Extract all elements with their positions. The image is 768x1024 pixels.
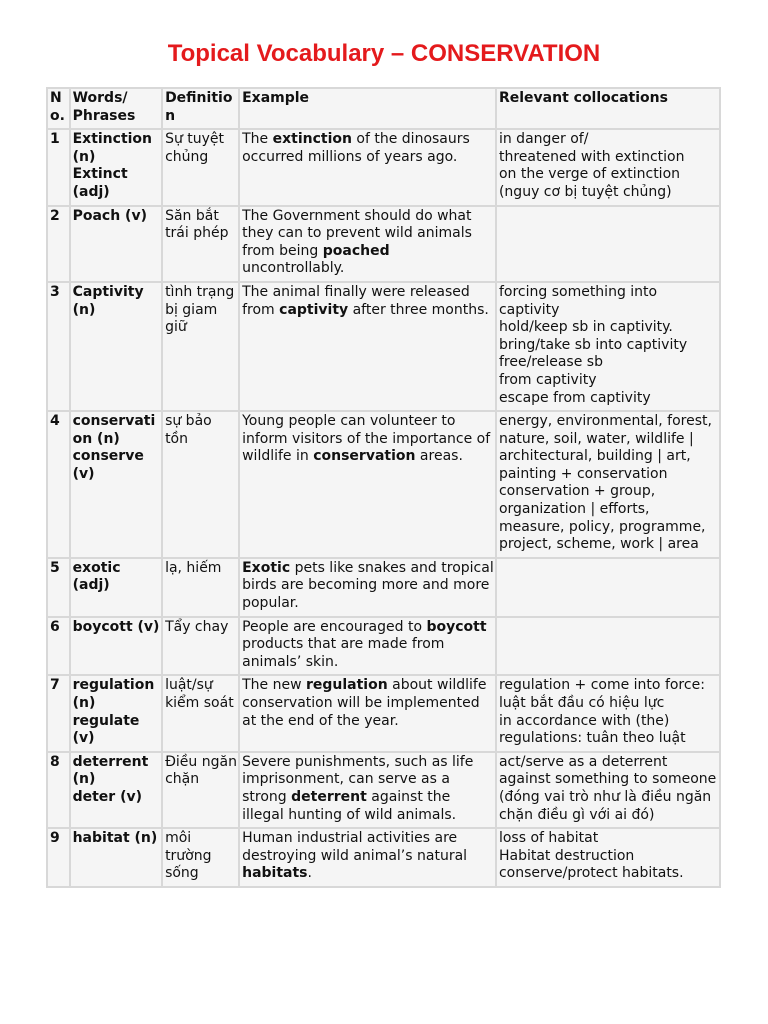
- collocations-cell: [496, 675, 720, 751]
- example-text: .: [307, 865, 312, 882]
- collocations-cell: [496, 411, 720, 558]
- definition-cell: môi trường sống: [162, 828, 239, 887]
- word-cell: [70, 675, 162, 751]
- example-text: The: [242, 131, 273, 148]
- page-title: Topical Vocabulary – CONSERVATION: [167, 40, 601, 67]
- word-cell: [70, 411, 162, 558]
- row-number: 1: [47, 129, 70, 205]
- collocations-cell: [496, 558, 720, 617]
- example-text: People are encouraged to: [242, 618, 427, 635]
- header-words: Words/ Phrases: [70, 88, 162, 129]
- table-row: [47, 411, 720, 558]
- collocation-item: free/release sb: [498, 354, 603, 371]
- collocation-item: hold/keep sb in captivity.: [498, 319, 673, 336]
- word-entry: regulate (v): [72, 712, 140, 747]
- example-keyword: captivity: [279, 301, 349, 318]
- definition-cell: Săn bắt trái phép: [162, 206, 239, 282]
- example-keyword: conservation: [313, 448, 416, 465]
- collocations-cell: [496, 828, 720, 887]
- collocation-item: bring/take sb into captivity: [498, 336, 688, 353]
- collocations-cell: [496, 617, 720, 676]
- header-example: Example: [239, 88, 496, 129]
- word-cell: [70, 752, 162, 828]
- example-cell: [239, 675, 496, 751]
- word-cell: [70, 617, 162, 676]
- word-entry: Poach (v): [72, 207, 147, 224]
- collocation-item: forcing something into captivity: [498, 283, 658, 318]
- table-row: [47, 206, 720, 282]
- row-number: 7: [47, 675, 70, 751]
- example-text: pets like snakes and tropical birds are becoming more and more popular.: [242, 559, 494, 612]
- definition-cell: Điều ngăn chặn: [162, 752, 239, 828]
- table-row: [47, 617, 720, 676]
- table-row: [47, 558, 720, 617]
- vocabulary-table: [46, 87, 721, 888]
- example-cell: [239, 617, 496, 676]
- example-text: products that are made from animals’ skin.: [242, 636, 445, 670]
- collocation-item: on the verge of extinction: [498, 166, 681, 183]
- row-number: 4: [47, 411, 70, 558]
- example-text: after three months.: [348, 301, 489, 318]
- collocation-item: in accordance with (the) regulations: tuân theo luật: [498, 712, 686, 747]
- collocation-item: (nguy cơ bị tuyệt chủng): [498, 183, 672, 200]
- example-keyword: extinction: [272, 131, 352, 148]
- word-cell: [70, 129, 162, 205]
- example-cell: [239, 558, 496, 617]
- word-entry: conserve (v): [72, 448, 144, 482]
- collocation-item: escape from captivity: [498, 389, 651, 406]
- row-number: 9: [47, 828, 70, 887]
- example-keyword: regulation: [305, 677, 388, 694]
- row-number: 6: [47, 617, 70, 676]
- word-cell: [70, 828, 162, 887]
- header-no: No.: [47, 88, 70, 129]
- collocation-item: energy, environmental, forest, nature, soil, water, wildlife | architectural, building | art, painting + conservation: [498, 413, 712, 482]
- collocation-item: act/serve as a deterrent against something to someone: [498, 753, 717, 788]
- example-cell: [239, 206, 496, 282]
- table-body: [47, 129, 720, 887]
- word-entry: boycott (v): [72, 618, 160, 635]
- collocation-item: (đóng vai trò như là điều ngăn chặn điều gì với ai đó): [498, 788, 712, 823]
- word-entry: Captivity (n): [72, 283, 144, 318]
- table-header-row: [47, 88, 720, 129]
- collocations-cell: [496, 129, 720, 205]
- example-keyword: boycott: [426, 618, 487, 635]
- collocation-item: loss of habitat: [498, 830, 599, 847]
- example-keyword: poached: [322, 242, 390, 259]
- example-text: Severe punishments, such as life imprisonment, can serve as a strong: [242, 753, 474, 805]
- word-cell: [70, 558, 162, 617]
- table-row: [47, 752, 720, 828]
- example-text: about wildlife conservation will be implemented at the end of the year.: [242, 677, 487, 729]
- example-text: areas.: [415, 448, 463, 465]
- definition-cell: Sự tuyệt chủng: [162, 129, 239, 205]
- collocation-item: Habitat destruction: [498, 847, 635, 864]
- collocation-item: from captivity: [498, 371, 597, 388]
- table-row: [47, 282, 720, 411]
- example-cell: [239, 411, 496, 558]
- example-keyword: habitats: [242, 865, 308, 882]
- collocation-item: conservation + group, organization | efforts, measure, policy, programme, project, scheme, work | area: [498, 483, 706, 553]
- example-text: of the dinosaurs occurred millions of years ago.: [242, 131, 470, 165]
- example-cell: [239, 282, 496, 411]
- definition-cell: lạ, hiếm: [162, 558, 239, 617]
- example-text: The Government should do what they can to prevent wild animals from being: [242, 207, 472, 259]
- collocations-cell: [496, 206, 720, 282]
- word-entry: exotic (adj): [72, 559, 121, 594]
- example-cell: [239, 828, 496, 887]
- word-entry: Extinct (adj): [72, 166, 128, 200]
- definition-cell: tình trạng bị giam giữ: [162, 282, 239, 411]
- row-number: 2: [47, 206, 70, 282]
- row-number: 8: [47, 752, 70, 828]
- header-collocations: Relevant collocations: [496, 88, 720, 129]
- collocation-item: threatened with extinction: [498, 148, 685, 165]
- example-text: Young people can volunteer to inform visitors of the importance of wildlife in: [242, 413, 491, 465]
- example-text: The new: [242, 677, 306, 694]
- example-text: Human industrial activities are destroying wild animal’s natural: [242, 830, 468, 864]
- example-text: The animal finally were released from: [242, 283, 470, 318]
- example-text: uncontrollably.: [242, 260, 345, 277]
- word-entry: deter (v): [72, 788, 142, 805]
- example-keyword: Exotic: [242, 559, 291, 576]
- collocation-item: conserve/protect habitats.: [498, 865, 684, 882]
- example-cell: [239, 752, 496, 828]
- word-entry: habitat (n): [72, 830, 158, 847]
- collocations-cell: [496, 282, 720, 411]
- word-entry: Extinction (n): [72, 131, 153, 165]
- row-number: 3: [47, 282, 70, 411]
- word-entry: conservation (n): [72, 413, 156, 447]
- table-row: [47, 828, 720, 887]
- word-entry: regulation (n): [72, 677, 155, 711]
- example-keyword: deterrent: [291, 788, 367, 805]
- word-cell: [70, 282, 162, 411]
- example-cell: [239, 129, 496, 205]
- word-entry: deterrent (n): [72, 753, 149, 788]
- table-row: [47, 129, 720, 205]
- collocation-item: in danger of/: [498, 131, 589, 148]
- example-text: against the illegal hunting of wild animals.: [242, 788, 457, 823]
- collocations-cell: [496, 752, 720, 828]
- header-definition: Definition: [162, 88, 239, 129]
- definition-cell: Tẩy chay: [162, 617, 239, 676]
- word-cell: [70, 206, 162, 282]
- definition-cell: sự bảo tồn: [162, 411, 239, 558]
- row-number: 5: [47, 558, 70, 617]
- table-row: [47, 675, 720, 751]
- definition-cell: luật/sự kiểm soát: [162, 675, 239, 751]
- collocation-item: regulation + come into force: luật bắt đầu có hiệu lực: [498, 677, 705, 711]
